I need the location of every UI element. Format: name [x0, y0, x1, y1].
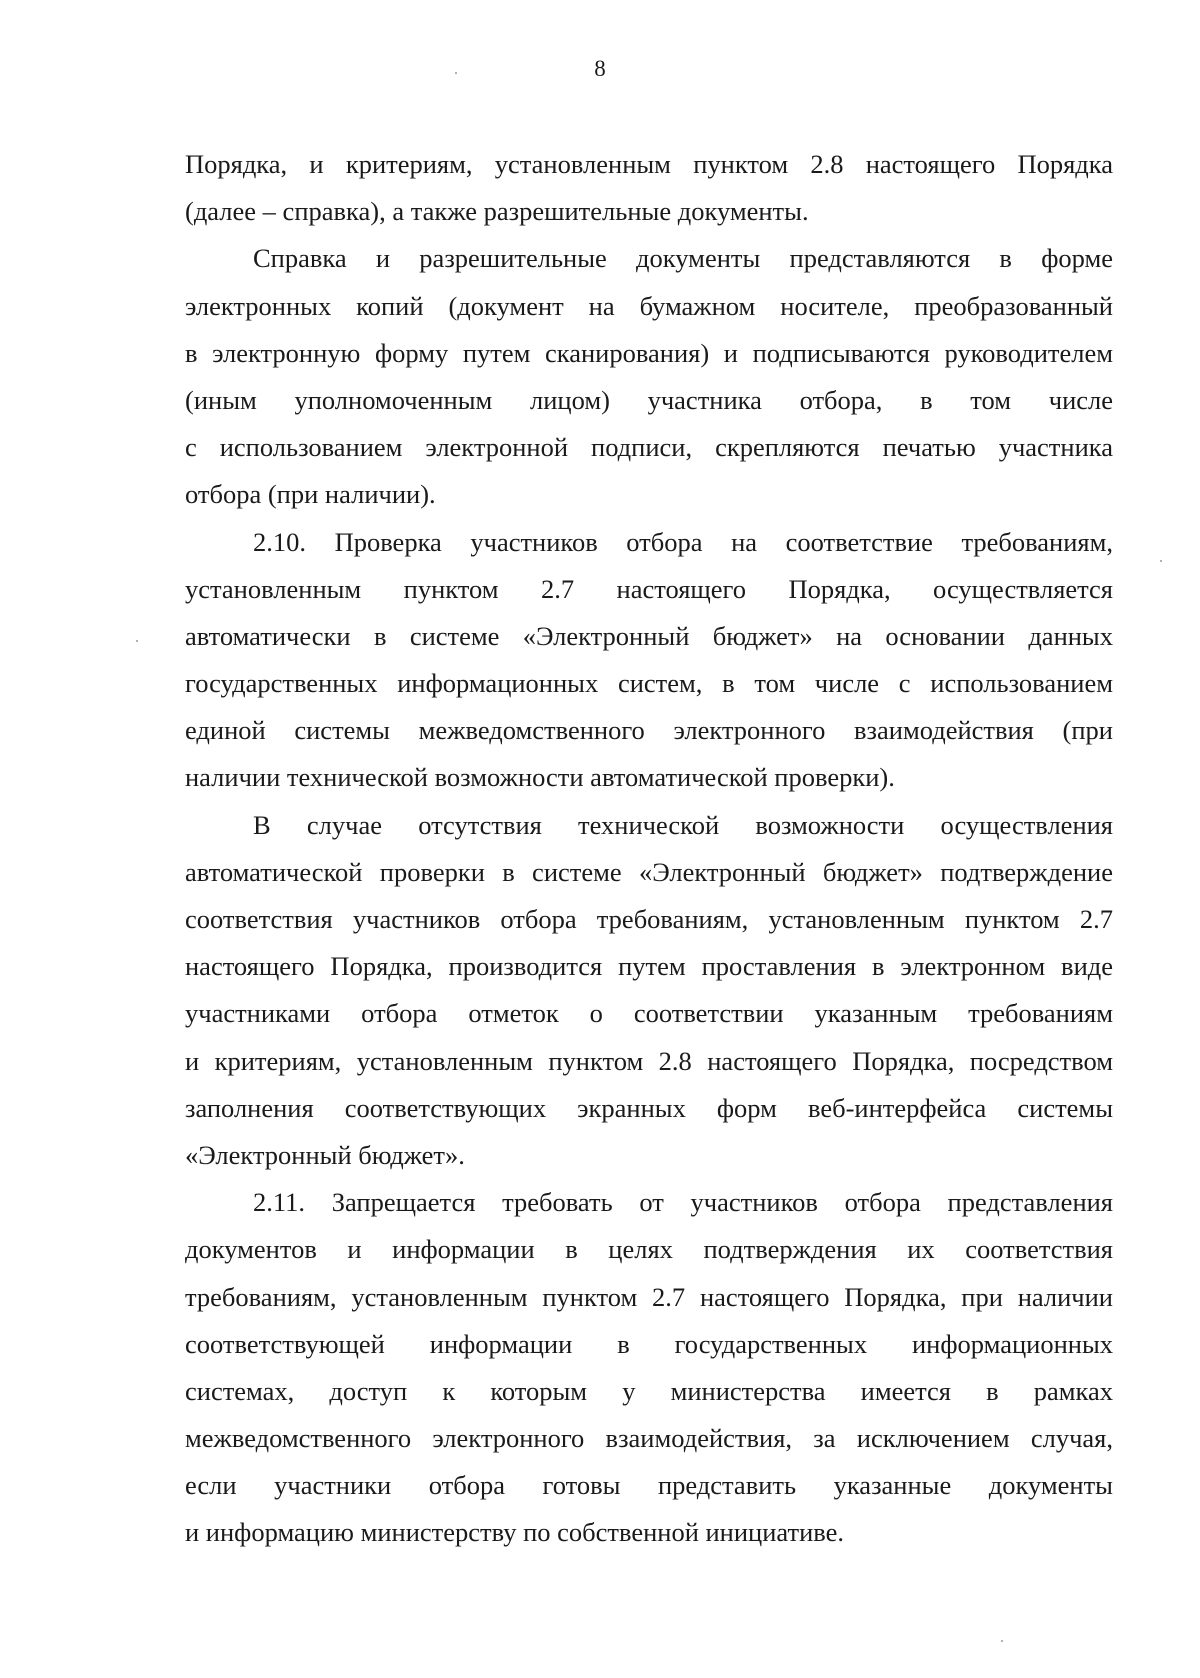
text-line: отбора (при наличии).	[185, 479, 436, 510]
text-line: единой системы межведомственного электронного взаимодействия (при	[185, 715, 1113, 746]
text-line: в электронную форму путем сканирования) и подписываются руководителем	[185, 337, 1113, 368]
text-line: системах, доступ к которым у министерства имеется в рамках	[185, 1375, 1113, 1406]
text-line: 2.10. Проверка участников отбора на соответствие требованиям,	[253, 526, 1113, 557]
text-line: «Электронный бюджет».	[185, 1139, 465, 1170]
paragraph-section-2-10	[185, 519, 1113, 802]
page-number: 8	[594, 56, 606, 81]
text-line: заполнения соответствующих экранных форм веб-интерфейса системы	[185, 1092, 1113, 1123]
text-line: установленным пунктом 2.7 настоящего Порядка, осуществляется	[185, 573, 1113, 604]
text-line: межведомственного электронного взаимодействия, за исключением случая,	[185, 1423, 1113, 1454]
scan-speck	[136, 640, 138, 642]
text-line: если участники отбора готовы представить указанные документы	[185, 1470, 1113, 1501]
text-line: с использованием электронной подписи, скрепляются печатью участника	[185, 432, 1113, 463]
text-line: соответствия участников отбора требованиям, установленным пунктом 2.7	[185, 904, 1113, 934]
paragraph-continuation	[185, 141, 1113, 235]
paragraph-certificate-format	[185, 235, 1113, 518]
scan-speck	[455, 72, 457, 74]
paragraph-manual-verification	[185, 802, 1113, 1180]
text-line: автоматической проверки в системе «Электронный бюджет» подтверждение	[185, 856, 1113, 887]
text-line: (далее – справка), а также разрешительные документы.	[185, 196, 809, 227]
text-line: требованиям, установленным пунктом 2.7 настоящего Порядка, при наличии	[185, 1281, 1113, 1312]
text-line: государственных информационных систем, в том числе с использованием	[185, 668, 1113, 699]
scan-speck	[1001, 1640, 1003, 1642]
text-line: Порядка, и критериям, установленным пунктом 2.8 настоящего Порядка	[185, 149, 1113, 179]
text-line: документов и информации в целях подтверждения их соответствия	[185, 1234, 1113, 1265]
scan-speck	[1160, 560, 1162, 562]
text-line: и информацию министерству по собственной инициативе.	[185, 1517, 844, 1548]
document-body	[185, 141, 1113, 1557]
text-line: наличии технической возможности автоматической проверки).	[185, 762, 895, 793]
text-line: соответствующей информации в государственных информационных	[185, 1328, 1113, 1359]
text-line: электронных копий (документ на бумажном носителе, преобразованный	[185, 290, 1113, 321]
text-line: автоматически в системе «Электронный бюджет» на основании данных	[185, 620, 1113, 651]
text-line: 2.11. Запрещается требовать от участников отбора представления	[253, 1187, 1113, 1218]
text-line: участниками отбора отметок о соответствии указанным требованиям	[185, 998, 1113, 1029]
text-line: (иным уполномоченным лицом) участника отбора, в том числе	[185, 384, 1113, 415]
text-line: и критериям, установленным пунктом 2.8 настоящего Порядка, посредством	[185, 1045, 1113, 1076]
text-line: настоящего Порядка, производится путем проставления в электронном виде	[185, 951, 1113, 982]
text-line: В случае отсутствия технической возможности осуществления	[253, 809, 1113, 840]
paragraph-section-2-11	[185, 1179, 1113, 1557]
text-line: Справка и разрешительные документы представляются в форме	[253, 243, 1113, 274]
